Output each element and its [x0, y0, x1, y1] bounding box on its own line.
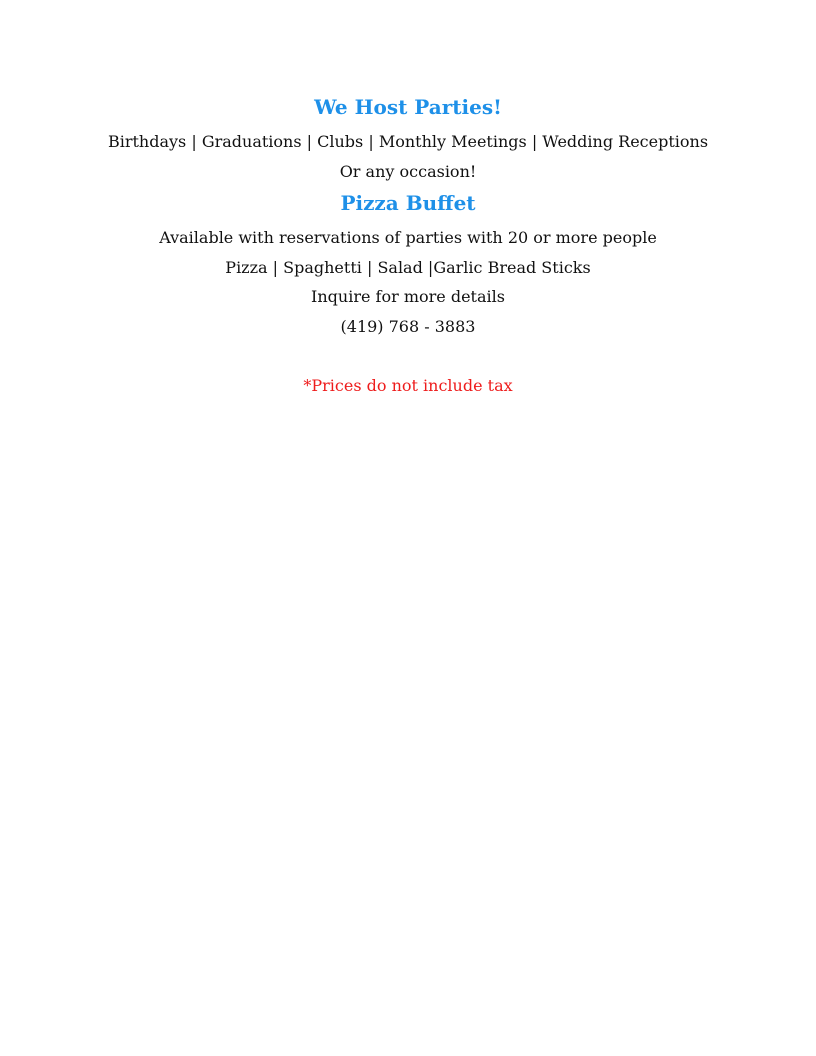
- phone-number: (419) 768 - 3883: [340, 316, 476, 336]
- buffet-heading: Pizza Buffet: [340, 191, 476, 215]
- inquire-text: Inquire for more details: [311, 287, 505, 306]
- buffet-section: [0, 189, 816, 341]
- parties-heading: We Host Parties!: [314, 95, 502, 119]
- buffet-items: Pizza | Spaghetti | Salad |Garlic Bread Sticks: [225, 257, 591, 277]
- any-occasion-text: Or any occasion!: [339, 161, 477, 181]
- buffet-availability: Available with reservations of parties with 20 or more people: [159, 228, 657, 247]
- tax-note-section: [0, 371, 816, 401]
- tax-note: *Prices do not include tax: [303, 376, 513, 395]
- occasions-list: Birthdays | Graduations | Clubs | Monthly Meetings | Wedding Receptions: [107, 132, 709, 151]
- parties-section: [0, 93, 816, 186]
